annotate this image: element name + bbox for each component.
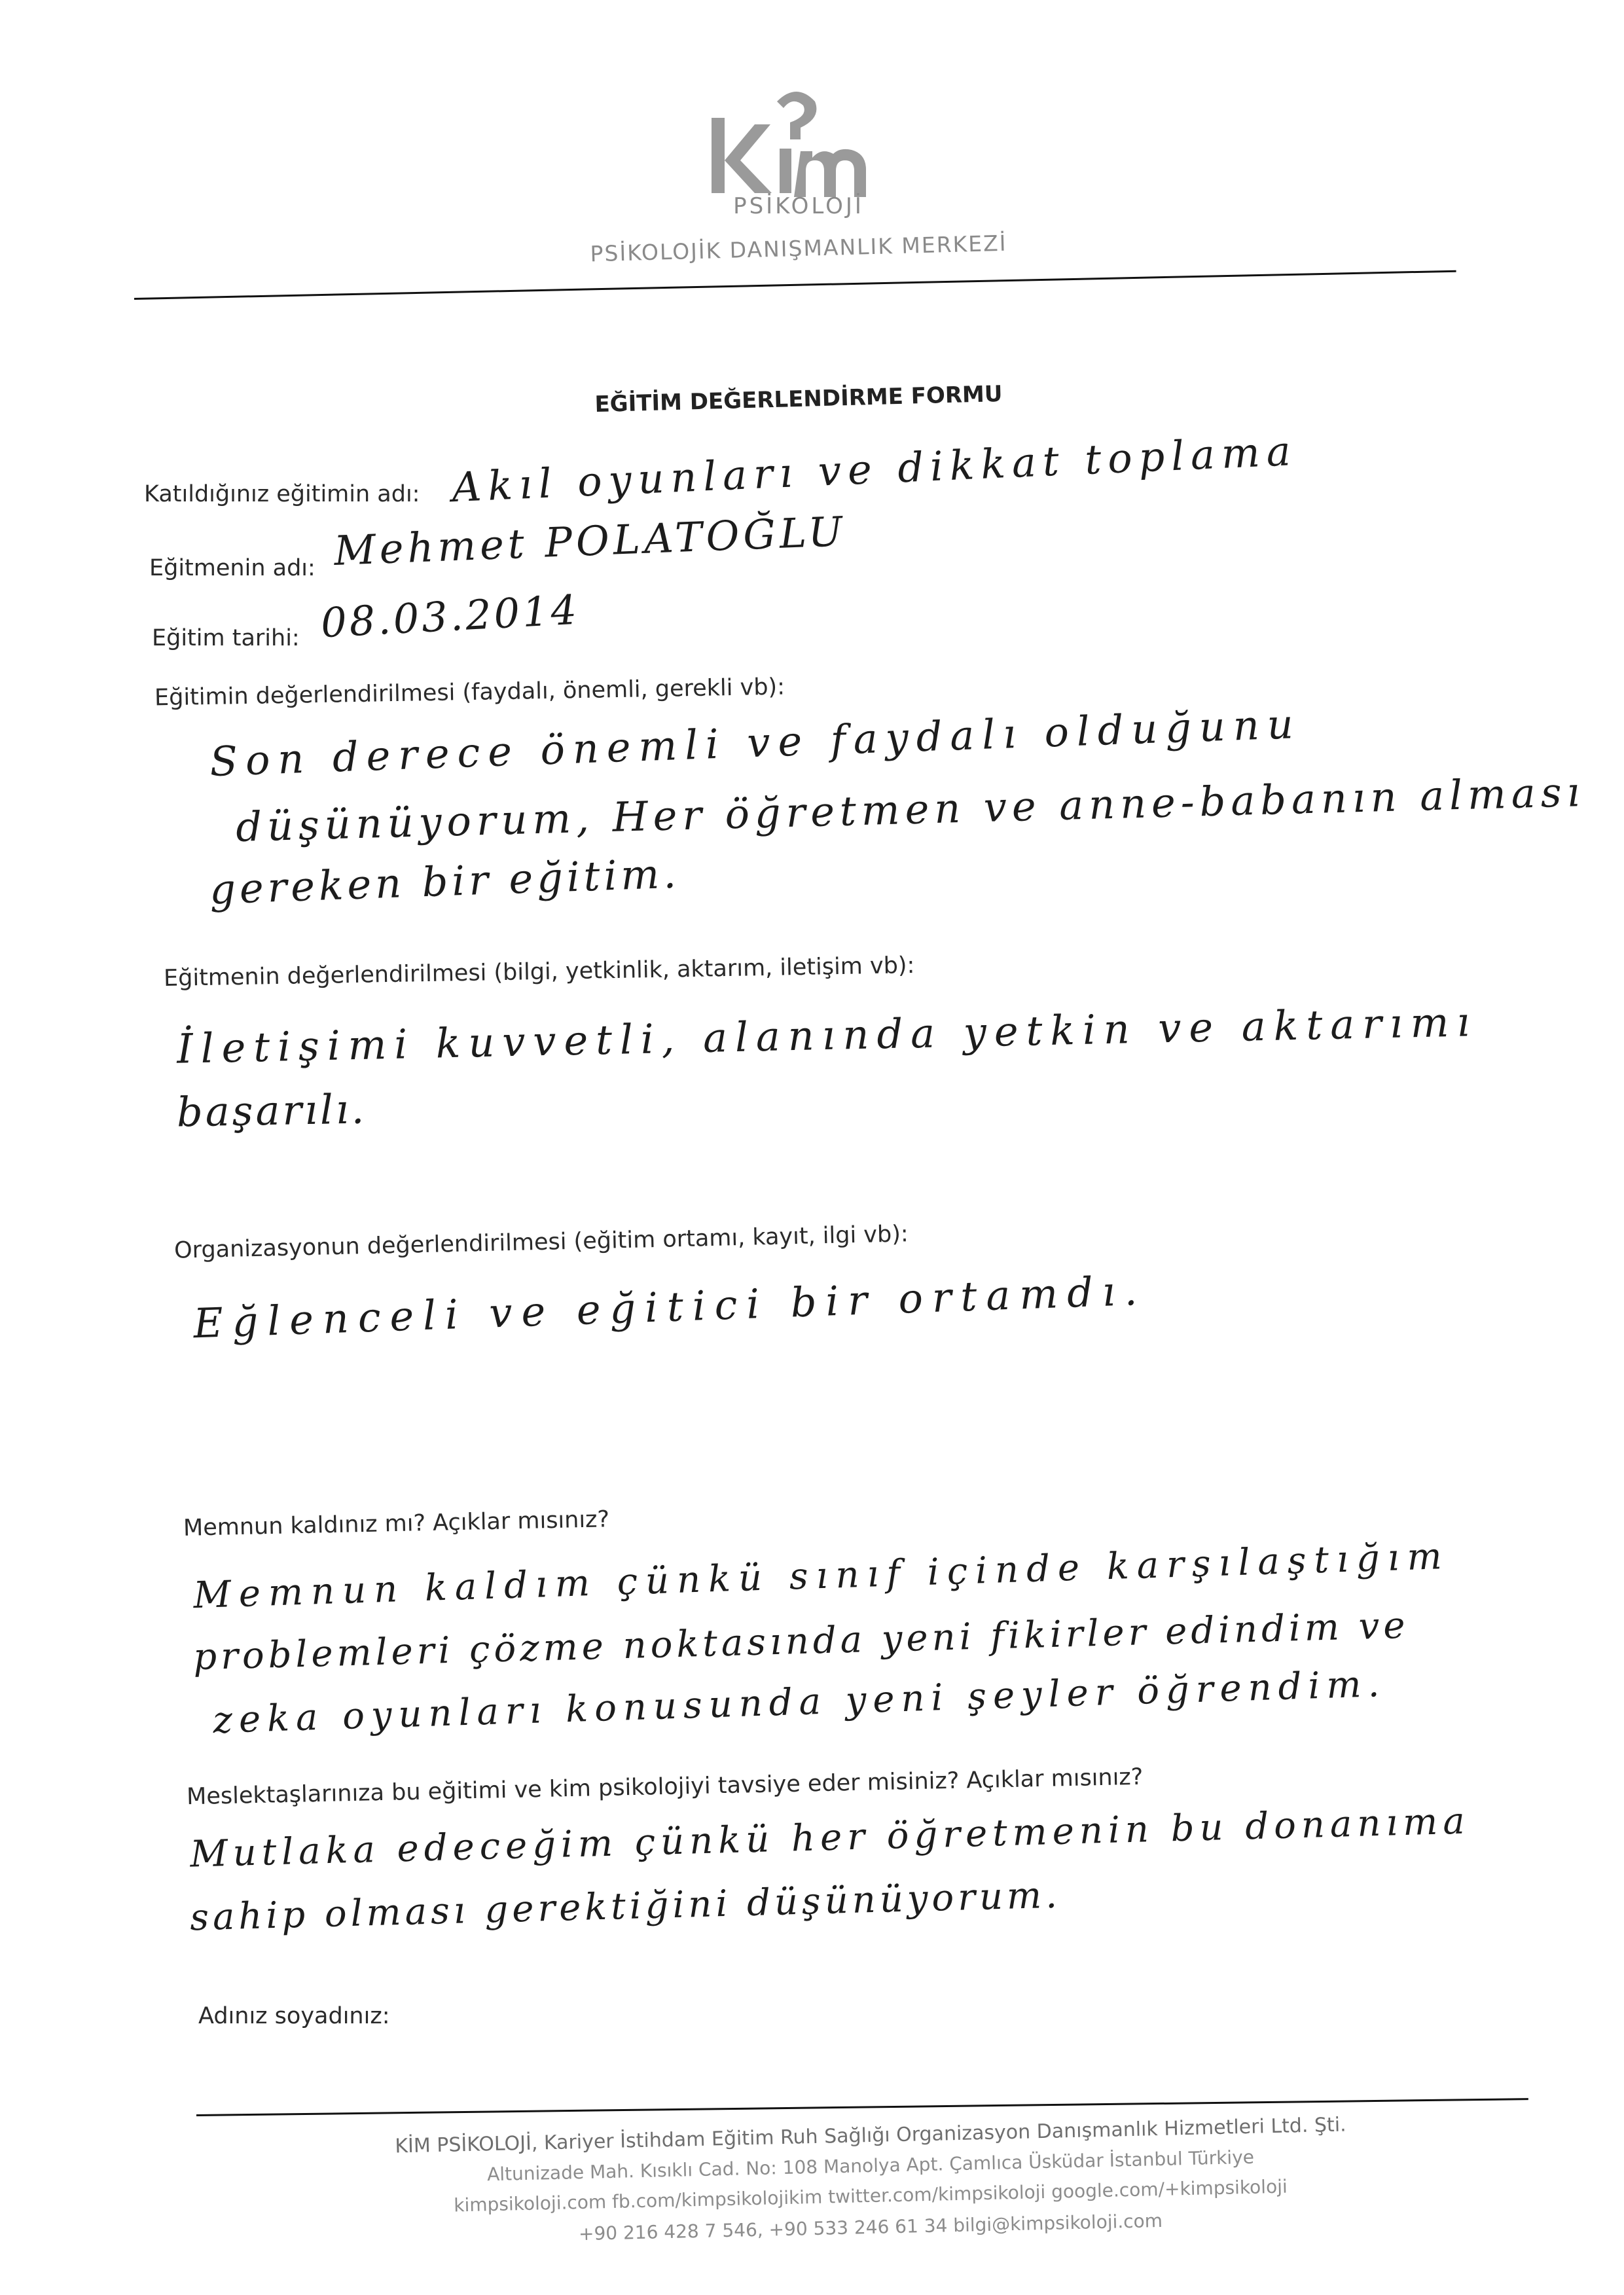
logo-subtitle: PSİKOLOJİ [733, 193, 864, 219]
trainer-eval-line-1: İletişimi kuvvetli, alanında yetkin ve aktarımı [176, 998, 1478, 1073]
recommend-line-2: sahip olması gerektiğini düşünüyorum. [189, 1873, 1062, 1940]
form-title: EĞİTİM DEĞERLENDİRME FORMU [594, 380, 1003, 418]
name-label: Adınız soyadınız: [198, 2003, 390, 2029]
footer-company: KİM PSİKOLOJİ, Kariyer İstihdam Eğitim Ruh Sağlığı Organizasyon Danışmanlık Hizmetleri Ltd. Şti. [394, 2113, 1347, 2158]
satisfaction-line-1: Memnun kaldım çünkü sınıf içinde karşılaştığım [192, 1534, 1451, 1617]
trainer-name-label: Eğitmenin adı: [149, 555, 316, 581]
header-divider [134, 270, 1456, 300]
date-value: 08.03.2014 [319, 585, 581, 647]
footer-contact: +90 216 428 7 546, +90 533 246 61 34 bilgi@kimpsikoloji.com [578, 2209, 1163, 2245]
footer-web-links: kimpsikoloji.com fb.com/kimpsikolojikim twitter.com/kimpsikoloji google.com/+kimpsikoloji [453, 2175, 1288, 2216]
training-name-label: Katıldığınız eğitimin adı: [144, 481, 420, 507]
org-eval-line-1: Eğlenceli ve eğitici bir ortamdı. [192, 1266, 1147, 1348]
trainer-name-value: Mehmet POLATOĞLU [333, 507, 848, 575]
date-label: Eğitim tarihi: [152, 625, 300, 651]
footer-address: Altunizade Mah. Kısıklı Cad. No: 108 Manolya Apt. Çamlıca Üsküdar İstanbul Türkiye [486, 2146, 1255, 2186]
kim-logo [704, 88, 874, 200]
satisfaction-line-2: problemleri çözme noktasında yeni fikirler edindim ve [192, 1604, 1410, 1679]
trainer-eval-label: Eğitmenin değerlendirilmesi (bilgi, yetkinlik, aktarım, iletişim vb): [163, 952, 915, 992]
recommend-label: Meslektaşlarınıza bu eğitimi ve kim psikolojiyi tavsiye eder misiniz? Açıklar mısınız? [186, 1763, 1144, 1811]
training-eval-label: Eğitimin değerlendirilmesi (faydalı, önemli, gerekli vb): [154, 674, 785, 712]
header-tagline: PSİKOLOJİK DANIŞMANLIK MERKEZİ [590, 230, 1007, 267]
training-eval-line-1: Son derece önemli ve faydalı olduğunu [209, 699, 1302, 786]
org-eval-label: Organizasyonun değerlendirilmesi (eğitim ortamı, kayıt, ilgi vb): [173, 1221, 909, 1264]
trainer-eval-line-2: başarılı. [176, 1085, 367, 1136]
recommend-line-1: Mutlaka edeceğim çünkü her öğretmenin bu donanıma [189, 1799, 1471, 1876]
satisfaction-label: Memnun kaldınız mı? Açıklar mısınız? [183, 1506, 610, 1542]
training-eval-line-2: düşünüyorum, Her öğretmen ve anne-babanın alması [235, 768, 1586, 851]
training-name-value: Akıl oyunları ve dikkat toplama [451, 426, 1299, 512]
training-eval-line-3: gereken bir eğitim. [208, 849, 681, 914]
satisfaction-line-3: zeka oyunları konusunda yeni şeyler öğrendim. [212, 1662, 1387, 1743]
